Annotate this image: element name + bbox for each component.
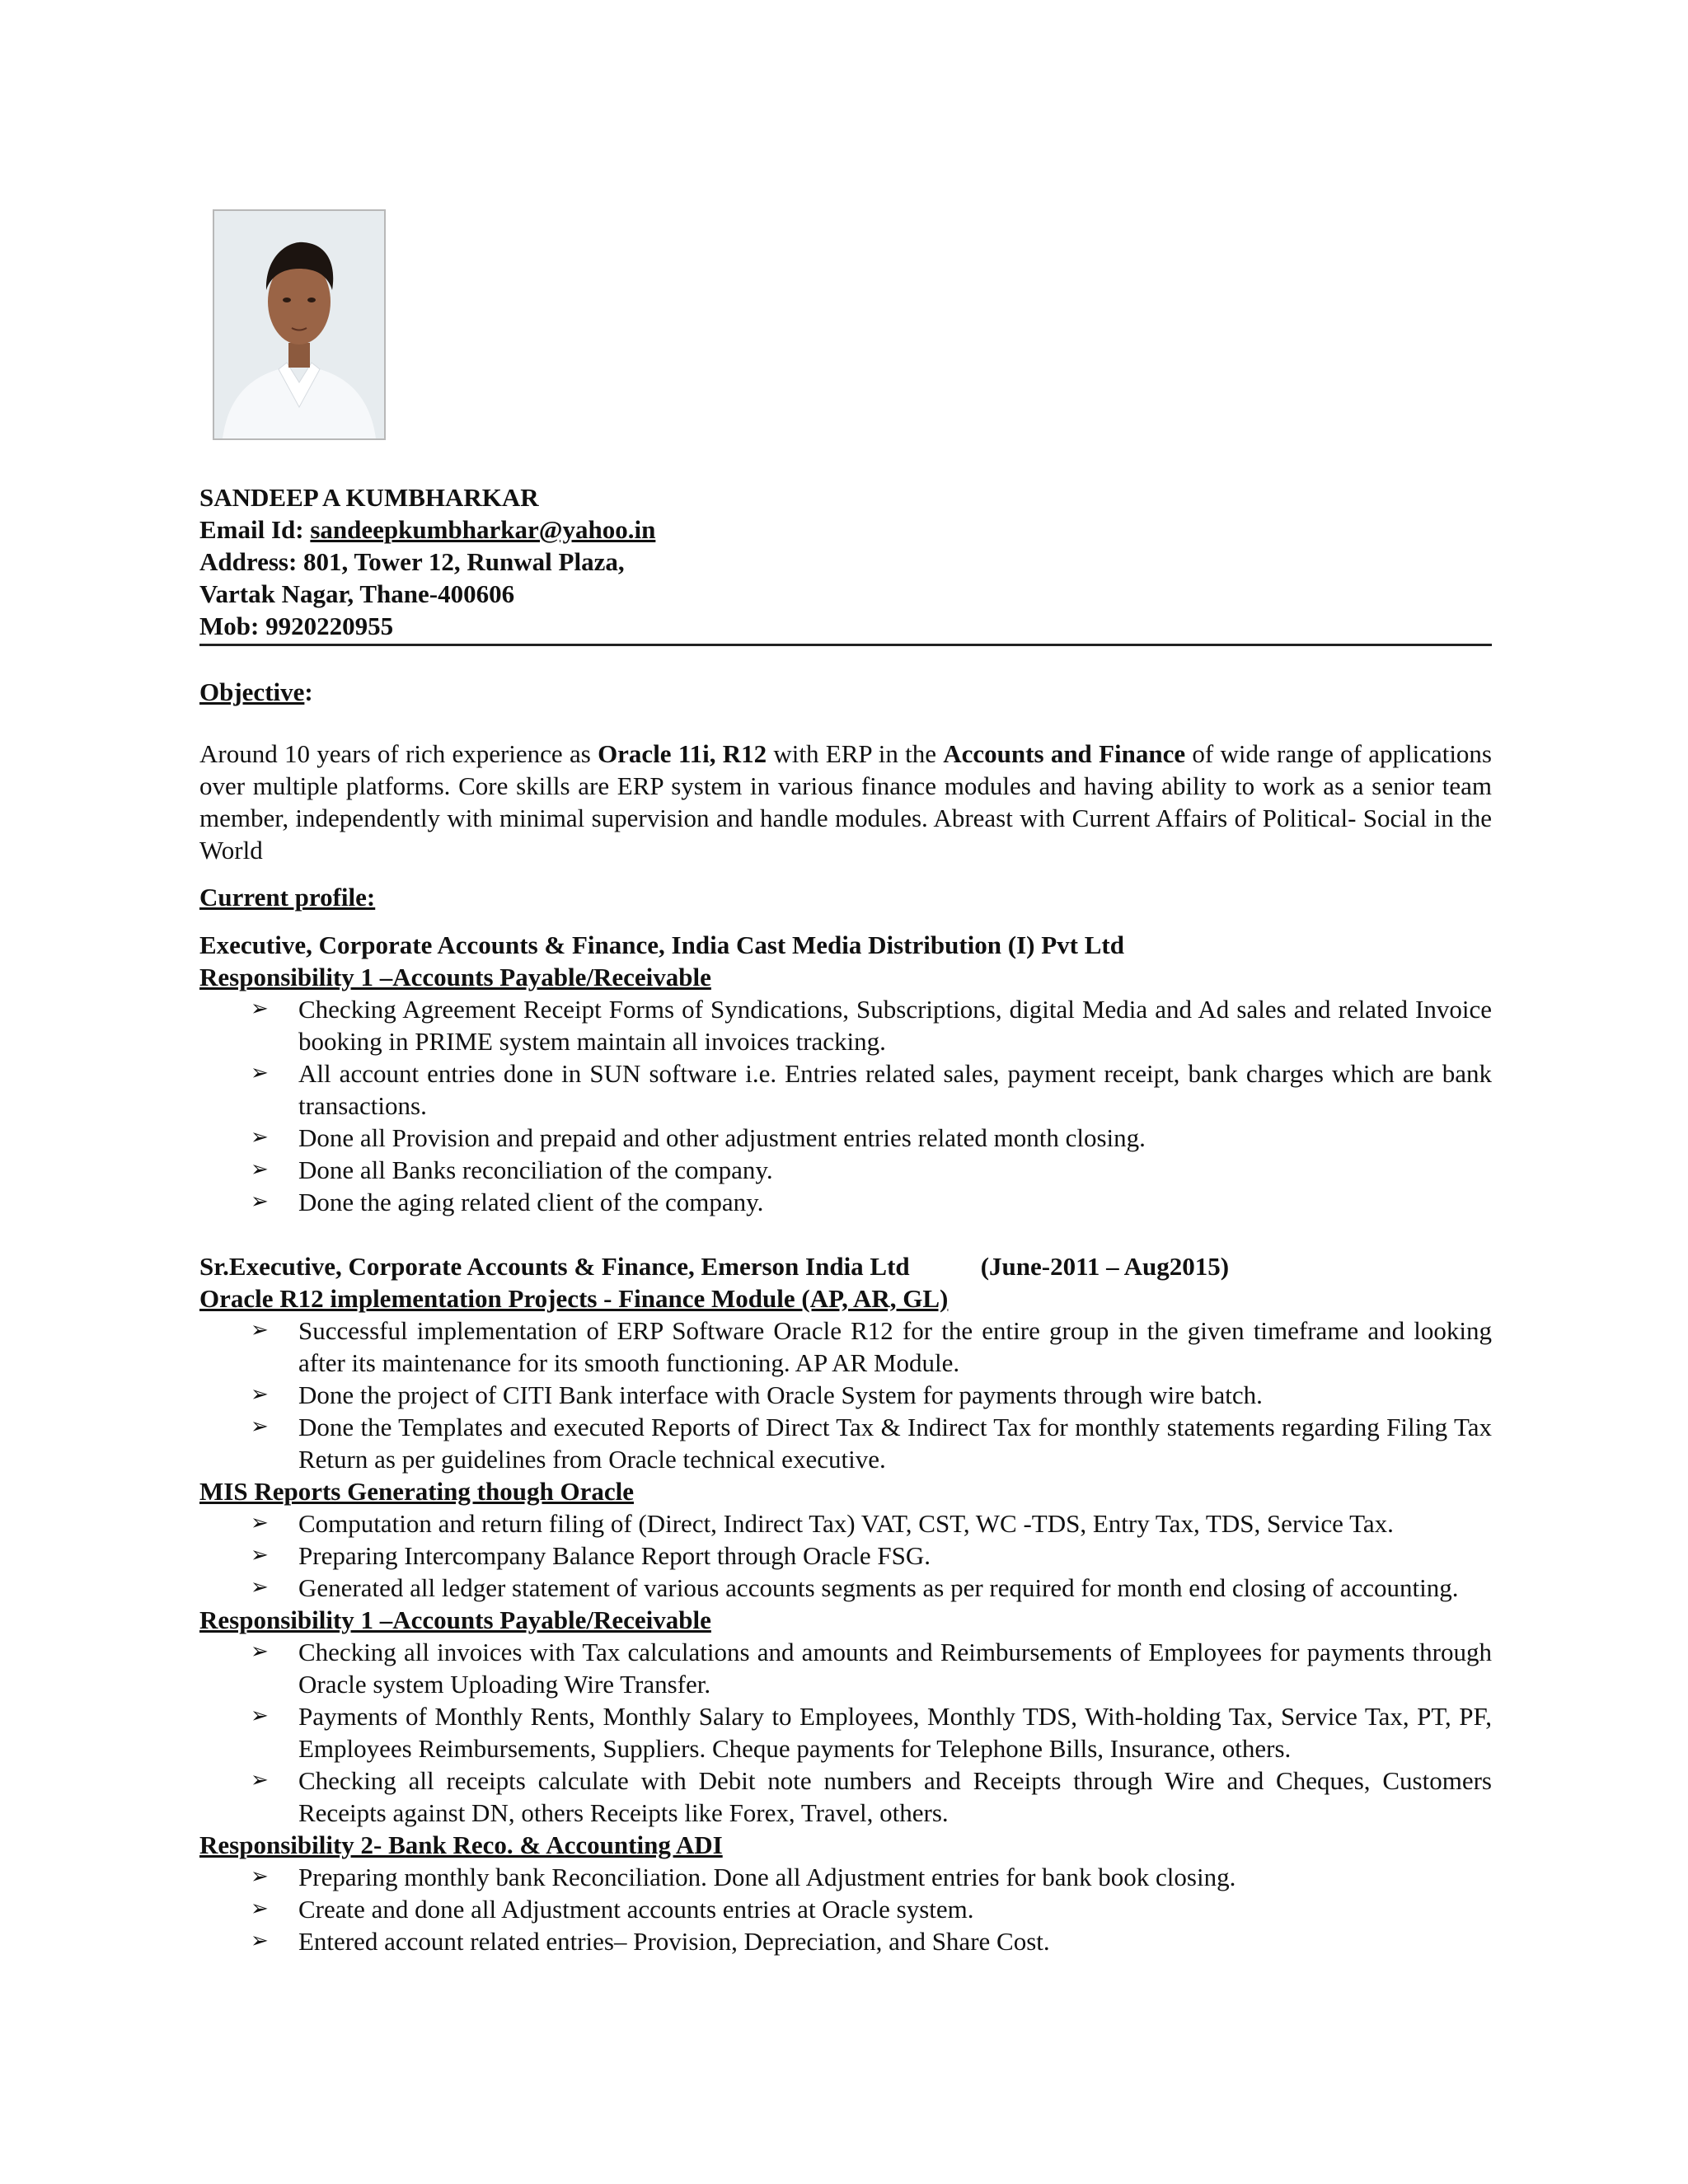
list-item-text: Done the project of CITI Bank interface with Oracle System for payments through wire batch. (298, 1380, 1263, 1409)
arrow-bullet-icon: ➢ (251, 1157, 269, 1182)
list-item (199, 1636, 1492, 1700)
objective-text-2: with ERP in the (767, 739, 944, 768)
email-label: Email Id: (199, 515, 311, 544)
list-item (199, 1861, 1492, 1893)
address-line-1: Address: 801, Tower 12, Runwal Plaza, (199, 547, 625, 576)
list-item-text: Payments of Monthly Rents, Monthly Salary to Employees, Monthly TDS, With-holding Tax, Service Tax, PT, PF, Employees Reimbursements, Suppliers. Cheque payments for Telephone Bills, Insurance, others. (298, 1702, 1492, 1763)
list-item-text: Computation and return filing of (Direct, Indirect Tax) VAT, CST, WC -TDS, Entry Tax, TDS, Service Tax. (298, 1509, 1394, 1538)
arrow-bullet-icon: ➢ (251, 1704, 269, 1728)
objective-text-3: of wide range of applications over multiple platforms. Core skills are ERP system in various finance modules and having ability to work as a senior team member, independently with minimal supervision and handle modules. Abreast with Current Affairs of Political- Social in the World (199, 739, 1492, 865)
previous-role: Sr.Executive, Corporate Accounts & Finance, Emerson India Ltd (199, 1252, 910, 1281)
list-item-text: Create and done all Adjustment accounts entries at Oracle system. (298, 1895, 974, 1924)
objective-paragraph (199, 738, 1492, 866)
objective-colon: : (304, 677, 313, 706)
list-item-text: Done the aging related client of the company. (298, 1188, 764, 1216)
address-line-2: Vartak Nagar, Thane-400606 (199, 579, 515, 608)
list-item (199, 1186, 1492, 1218)
previous-sub-heading-2: MIS Reports Generating though Oracle (199, 1477, 634, 1506)
arrow-bullet-icon: ➢ (251, 1125, 269, 1150)
arrow-bullet-icon: ➢ (251, 1575, 269, 1600)
arrow-bullet-icon: ➢ (251, 996, 269, 1021)
resume-body (199, 481, 1492, 1957)
list-item (199, 1507, 1492, 1540)
arrow-bullet-icon: ➢ (251, 1768, 269, 1793)
list-item-text: Successful implementation of ERP Software Oracle R12 for the entire group in the given timeframe and looking after its maintenance for its smooth functioning. AP AR Module. (298, 1316, 1492, 1377)
arrow-bullet-icon: ➢ (251, 1543, 269, 1568)
bank-reco-list (199, 1861, 1492, 1957)
arrow-bullet-icon: ➢ (251, 1929, 269, 1953)
list-item (199, 993, 1492, 1057)
list-item-text: Checking all receipts calculate with Debit note numbers and Receipts through Wire and Cheques, Customers Receipts against DN, others Receipts like Forex, Travel, others. (298, 1766, 1492, 1827)
email-line (199, 513, 1492, 546)
mis-reports-list (199, 1507, 1492, 1604)
list-item-text: Preparing monthly bank Reconciliation. Done all Adjustment entries for bank book closing. (298, 1863, 1236, 1891)
previous-sub-heading-1: Oracle R12 implementation Projects - Finance Module (AP, AR, GL) (199, 1284, 949, 1313)
list-item-text: Done the Templates and executed Reports of Direct Tax & Indirect Tax for monthly statements regarding Filing Tax Return as per guidelines from Oracle technical executive. (298, 1413, 1492, 1474)
objective-heading (199, 676, 1492, 708)
payable-receivable-list (199, 1636, 1492, 1829)
arrow-bullet-icon: ➢ (251, 1896, 269, 1921)
previous-sub-heading-3: Responsibility 1 –Accounts Payable/Receivable (199, 1605, 711, 1634)
objective-text-1: Around 10 years of rich experience as (199, 739, 598, 768)
arrow-bullet-icon: ➢ (251, 1414, 269, 1439)
arrow-bullet-icon: ➢ (251, 1061, 269, 1085)
current-role: Executive, Corporate Accounts & Finance, India Cast Media Distribution (I) Pvt Ltd (199, 930, 1124, 959)
list-item (199, 1572, 1492, 1604)
current-sub-heading-1: Responsibility 1 –Accounts Payable/Receivable (199, 963, 711, 991)
arrow-bullet-icon: ➢ (251, 1864, 269, 1889)
arrow-bullet-icon: ➢ (251, 1382, 269, 1407)
header-divider (199, 644, 1492, 646)
arrow-bullet-icon: ➢ (251, 1318, 269, 1343)
implementation-list (199, 1315, 1492, 1475)
previous-dates: (June-2011 – Aug2015) (980, 1252, 1230, 1281)
previous-sub-heading-4: Responsibility 2- Bank Reco. & Accounting ADI (199, 1830, 723, 1859)
candidate-name: SANDEEP A KUMBHARKAR (199, 483, 539, 512)
list-item (199, 1379, 1492, 1411)
list-item-text: All account entries done in SUN software i.e. Entries related sales, payment receipt, bank charges which are bank transactions. (298, 1059, 1492, 1120)
current-responsibility-list (199, 993, 1492, 1218)
arrow-bullet-icon: ➢ (251, 1189, 269, 1214)
list-item (199, 1540, 1492, 1572)
list-item-text: Entered account related entries– Provision, Depreciation, and Share Cost. (298, 1927, 1050, 1956)
list-item-text: Done all Provision and prepaid and other adjustment entries related month closing. (298, 1123, 1146, 1152)
mobile-line: Mob: 9920220955 (199, 612, 394, 640)
list-item-text: Preparing Intercompany Balance Report through Oracle FSG. (298, 1541, 931, 1570)
list-item (199, 1154, 1492, 1186)
list-item (199, 1893, 1492, 1925)
list-item-text: Generated all ledger statement of various accounts segments as per required for month end closing of accounting. (298, 1573, 1459, 1602)
list-item (199, 1411, 1492, 1475)
list-item-text: Checking all invoices with Tax calculations and amounts and Reimbursements of Employees for payments through Oracle system Uploading Wire Transfer. (298, 1638, 1492, 1699)
list-item (199, 1122, 1492, 1154)
objective-bold-2: Accounts and Finance (943, 739, 1186, 768)
previous-role-line (199, 1250, 1492, 1282)
objective-title: Objective (199, 677, 305, 706)
current-profile-title: Current profile: (199, 883, 376, 912)
list-item (199, 1315, 1492, 1379)
list-item (199, 1700, 1492, 1765)
objective-bold-1: Oracle 11i, R12 (598, 739, 767, 768)
arrow-bullet-icon: ➢ (251, 1639, 269, 1664)
list-item-text: Checking Agreement Receipt Forms of Syndications, Subscriptions, digital Media and Ad sales and related Invoice booking in PRIME system maintain all invoices tracking. (298, 995, 1492, 1056)
arrow-bullet-icon: ➢ (251, 1511, 269, 1535)
list-item (199, 1925, 1492, 1957)
profile-photo (213, 209, 386, 440)
email-link[interactable]: sandeepkumbharkar@yahoo.in (310, 515, 656, 544)
list-item (199, 1765, 1492, 1829)
list-item-text: Done all Banks reconciliation of the company. (298, 1155, 773, 1184)
list-item (199, 1057, 1492, 1122)
